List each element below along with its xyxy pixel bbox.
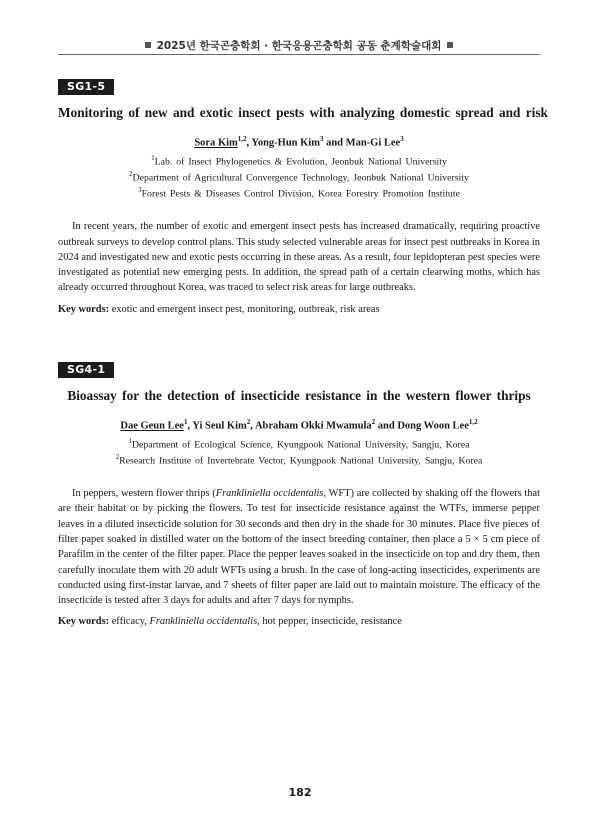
- keywords-label: Key words:: [58, 616, 110, 628]
- abstract-title: Monitoring of new and exotic insect pests with analyzing domestic spread and risk: [58, 105, 548, 120]
- abstract-body: In recent years, the number of exotic and emergent insect pests has increased dramatically, requiring proactive outbreak surveys to develop control plans. This study selected vulnerable areas for insect pest outbreaks in Korea in 2024 and investigated new and exotic pests occurring in these areas. As a result, four lepidopteran pest species were investigated as potential new emerging pests. In addition, the spread path of a certain clearwing moths, which has already occurred throughout Korea, was traced to select risk areas for large outbreaks.: [58, 221, 540, 294]
- running-header: [58, 36, 540, 56]
- abstract-section-2: [58, 360, 540, 627]
- author: Man-Gi Lee: [345, 137, 401, 149]
- affiliation: $^1$Lab. of Insect Phylogenetics & Evolution, Jeonbuk National University: [151, 153, 447, 167]
- abstract-section-1: [58, 77, 548, 315]
- affiliation: $^1$Department of Ecological Science, Kyungpook National University, Sangju, Korea: [128, 436, 470, 450]
- header-rule: [58, 54, 540, 55]
- author: Dong Woon Lee: [397, 420, 469, 432]
- keywords: Key words: efficacy, Frankliniella occidentalis, hot pepper, insecticide, resistance: [58, 616, 402, 628]
- affiliation-list: [58, 435, 540, 468]
- section-code-badge: SG4-1: [58, 362, 114, 378]
- author: Abraham Okki Mwamula: [254, 420, 372, 432]
- affiliation: $^2$Department of Agricultural Convergence Technology, Jeonbuk National University: [129, 169, 469, 184]
- keywords: [58, 304, 540, 315]
- author: Yong-Hun Kim: [251, 137, 320, 149]
- abstract-title: Bioassay for the detection of insecticide resistance in the western flower thrips: [67, 388, 531, 403]
- author-list: Dae Geun Lee$^1$, Yi Seul Kim$^2$, Abraham Okki Mwamula$^2$ and Dong Woon Lee$^{1,2}$: [120, 418, 478, 432]
- keywords-text: exotic and emergent insect pest, monitoring, outbreak, risk areas: [111, 303, 380, 315]
- abstract-body: In peppers, western flower thrips (Frankliniella occidentalis, WFT) are collected by shaking off the flowers that are their habitat or by picking the flowers. To test for insecticide resistance against the WTFs, immerse pepper leaves in a diluted insecticide solution for 30 seconds and then dry in the shade for 30 minutes. Place five pieces of filter paper soaked in distilled water on the bottom of the insect breeding container, then place a 5 × 5 cm piece of Parafilm in the center of the filter paper. Place the pepper leaves soaked in the insecticide on top and dry them, then carefully inoculate them with 20 adult WFTs using a brush. In the case of long-acting insecticides, experiments are conducted using first-instar larvae, and 7 sheets of filter paper are laid out to maintain moisture. The efficacy of the insecticide is tested after 3 days for adults and after 7 days for nymphs.: [58, 488, 540, 607]
- page-number: 182: [288, 786, 312, 799]
- presenting-author: Sora Kim: [194, 137, 238, 149]
- square-bullet-icon: [447, 42, 453, 48]
- square-bullet-icon: [145, 42, 151, 48]
- author-list: Sora Kim$^{1,2}$, Yong-Hun Kim$^3$ and Man-Gi Lee$^3$: [194, 135, 404, 149]
- affiliation-list: [58, 152, 540, 201]
- affiliation: $^2$Research Institute of Invertebrate Vector, Kyungpook National University, Sangju, Korea: [115, 452, 483, 467]
- author: Yi Seul Kim: [192, 420, 247, 432]
- section-code-badge: SG1-5: [58, 79, 114, 95]
- affiliation: $^3$Forest Pests & Diseases Control Division, Korea Forestry Promotion Institute: [138, 186, 460, 200]
- keywords-label: Key words:: [58, 303, 110, 315]
- presenting-author: Dae Geun Lee: [120, 420, 184, 432]
- header-text: 2025년 한국곤충학회 · 한국응용곤충학회 공동 춘계학술대회: [156, 40, 442, 52]
